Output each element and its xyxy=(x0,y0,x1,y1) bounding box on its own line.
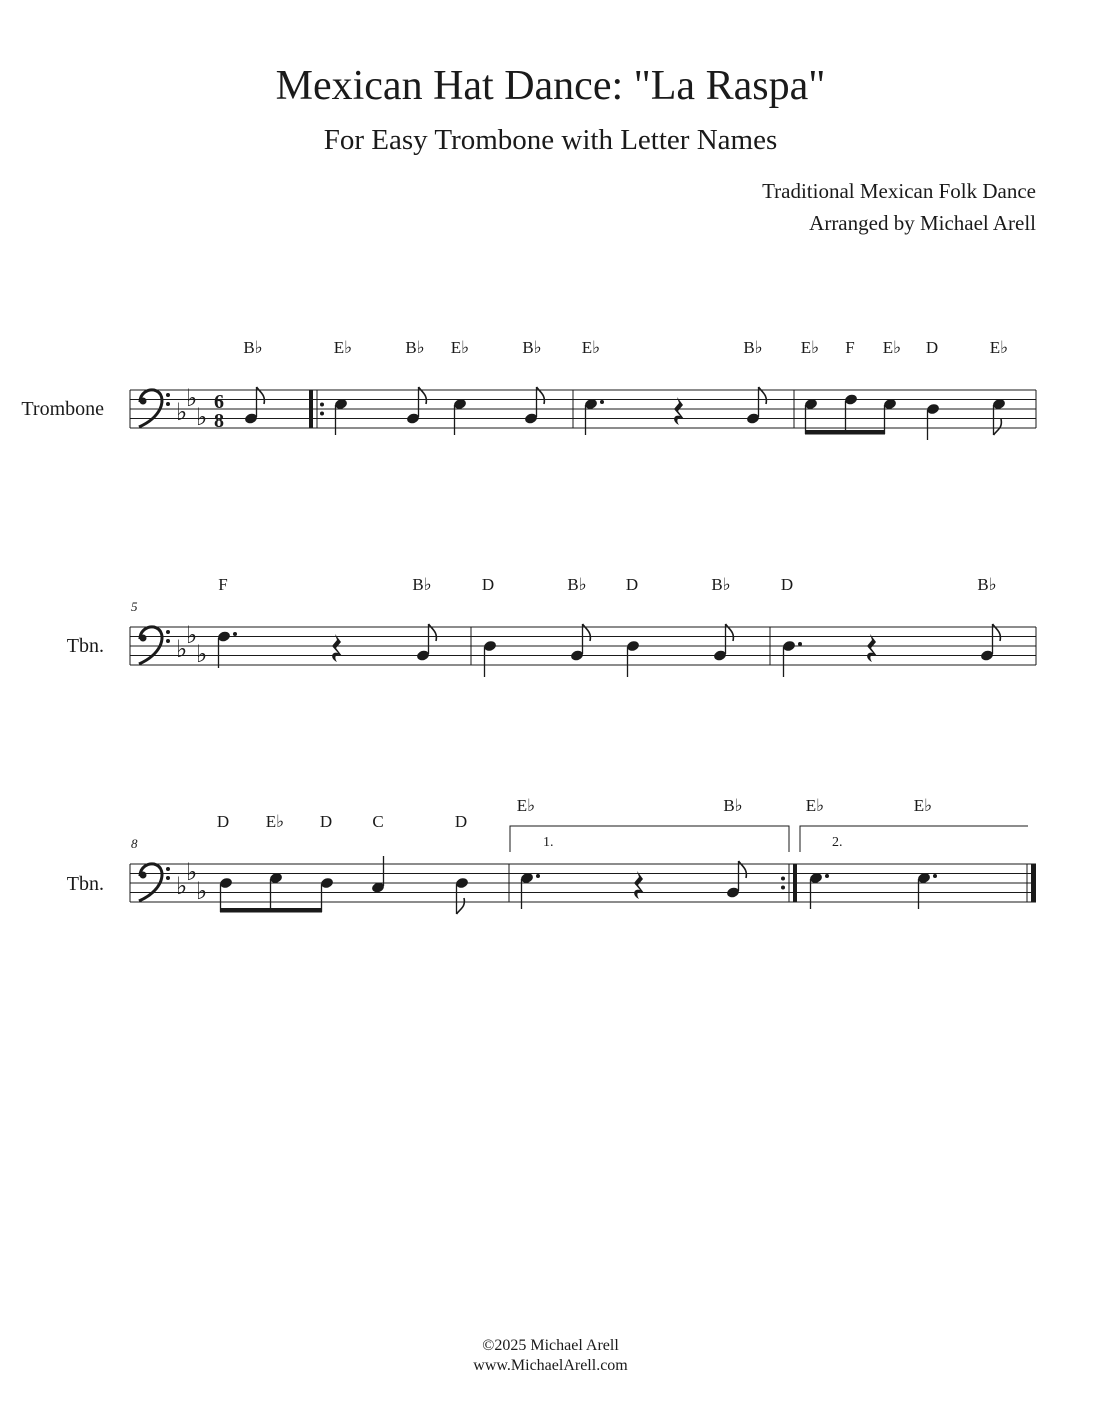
quarter-rest-icon xyxy=(674,397,684,425)
page-title: Mexican Hat Dance: "La Raspa" xyxy=(275,63,826,109)
svg-text:♭: ♭ xyxy=(196,405,208,431)
bass-clef-icon xyxy=(139,864,170,901)
measure-number: 8 xyxy=(131,836,138,851)
time-signature-top: 6 xyxy=(214,391,224,413)
note xyxy=(217,630,237,668)
note xyxy=(334,398,348,435)
key-signature-icon xyxy=(176,623,207,668)
instrument-label: Tbn. xyxy=(66,873,104,895)
note xyxy=(416,624,437,662)
note xyxy=(584,398,604,435)
letter-name: B♭ xyxy=(977,575,997,594)
note xyxy=(809,872,829,909)
letter-name: E♭ xyxy=(333,338,353,357)
note xyxy=(524,387,545,425)
composer-credit: Traditional Mexican Folk Dance xyxy=(762,179,1036,203)
staff-lines xyxy=(130,864,1036,902)
note xyxy=(917,872,937,909)
note xyxy=(406,387,427,425)
copyright-text: ©2025 Michael Arell xyxy=(482,1337,619,1354)
key-signature-icon xyxy=(176,860,207,905)
letter-name: E♭ xyxy=(800,338,820,357)
note xyxy=(570,624,591,662)
instrument-label: Trombone xyxy=(21,398,104,420)
second-ending-label: 2. xyxy=(832,835,843,850)
system-2 xyxy=(67,575,1036,677)
quarter-rest-icon xyxy=(634,871,644,899)
bass-clef-icon xyxy=(139,627,170,664)
letter-name: B♭ xyxy=(743,338,763,357)
letter-name: E♭ xyxy=(581,338,601,357)
website-text: www.MichaelArell.com xyxy=(473,1357,628,1374)
quarter-rest-icon xyxy=(332,634,342,662)
letter-name: B♭ xyxy=(243,338,263,357)
note xyxy=(980,624,1001,662)
arranger-credit: Arranged by Michael Arell xyxy=(809,211,1036,235)
note xyxy=(371,856,385,894)
letter-name: D xyxy=(925,338,939,357)
quarter-rest-icon xyxy=(867,634,877,662)
note xyxy=(626,640,640,677)
svg-text:♭: ♭ xyxy=(186,860,198,886)
system-3 xyxy=(67,796,1036,914)
letter-name: D xyxy=(216,812,230,831)
measure-number: 5 xyxy=(131,599,138,614)
letter-name: D xyxy=(625,575,639,594)
note xyxy=(483,640,497,677)
instrument-label: Tbn. xyxy=(66,635,104,657)
first-ending-label: 1. xyxy=(543,835,554,850)
note xyxy=(244,387,265,425)
note xyxy=(455,877,469,914)
note xyxy=(992,398,1006,435)
svg-text:♭: ♭ xyxy=(176,400,188,426)
bass-clef-icon xyxy=(139,390,170,427)
note xyxy=(746,387,767,425)
note xyxy=(926,403,940,440)
letter-name: F xyxy=(845,338,855,357)
letter-name: E♭ xyxy=(265,812,285,831)
staff-lines xyxy=(130,390,1036,428)
letter-name: F xyxy=(218,575,228,594)
note xyxy=(726,861,747,899)
letter-name: E♭ xyxy=(805,796,825,815)
letter-name: B♭ xyxy=(711,575,731,594)
letter-name: B♭ xyxy=(567,575,587,594)
letter-name: D xyxy=(481,575,495,594)
note xyxy=(453,398,467,435)
letter-name: C xyxy=(372,812,384,831)
note xyxy=(782,640,802,677)
svg-text:♭: ♭ xyxy=(196,879,208,905)
svg-text:♭: ♭ xyxy=(176,637,188,663)
letter-name: B♭ xyxy=(405,338,425,357)
svg-text:♭: ♭ xyxy=(186,623,198,649)
letter-name: D xyxy=(780,575,794,594)
page-subtitle: For Easy Trombone with Letter Names xyxy=(323,124,778,156)
system-1 xyxy=(21,338,1036,440)
letter-name: B♭ xyxy=(522,338,542,357)
note xyxy=(520,872,540,909)
letter-name: B♭ xyxy=(412,575,432,594)
letter-name: E♭ xyxy=(516,796,536,815)
time-signature-bottom: 8 xyxy=(214,410,224,432)
letter-name: E♭ xyxy=(913,796,933,815)
letter-name: E♭ xyxy=(450,338,470,357)
letter-name: B♭ xyxy=(723,796,743,815)
svg-text:♭: ♭ xyxy=(176,874,188,900)
letter-name: E♭ xyxy=(882,338,902,357)
letter-name: D xyxy=(454,812,468,831)
svg-text:♭: ♭ xyxy=(196,642,208,668)
letter-name: D xyxy=(319,812,333,831)
key-signature-icon xyxy=(176,386,207,431)
note xyxy=(713,624,734,662)
svg-text:♭: ♭ xyxy=(186,386,198,412)
letter-name: E♭ xyxy=(989,338,1009,357)
